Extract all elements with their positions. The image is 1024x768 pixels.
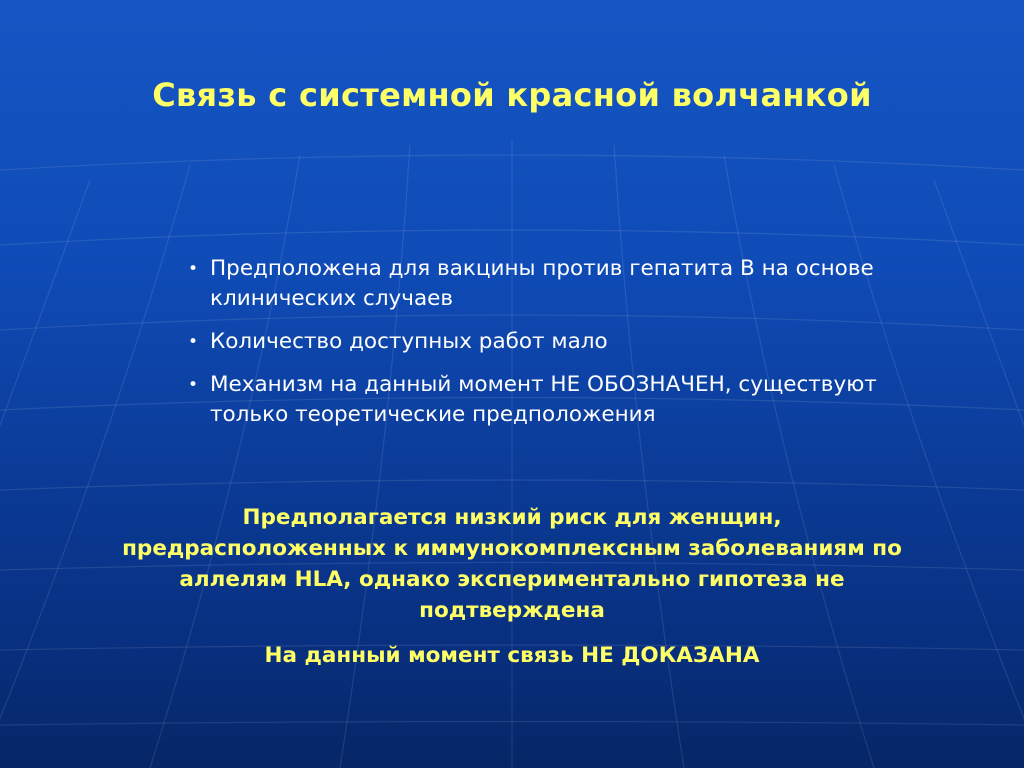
bullet-item — [188, 327, 928, 357]
bullet-item — [188, 254, 928, 314]
bullet-dot-icon: • — [188, 259, 199, 279]
bullet-item — [188, 370, 928, 430]
bullet-dot-icon: • — [188, 332, 199, 352]
bullet-text: Количество доступных работ мало — [210, 329, 608, 354]
bullet-text: Предположена для вакцины против гепатита В на основе клинических случаев — [210, 256, 874, 311]
bullet-text: Механизм на данный момент НЕ ОБОЗНАЧЕН, существуют только теоретические предположения — [210, 372, 877, 427]
slide-title: Связь с системной красной волчанкой — [152, 76, 872, 114]
final-statement: На данный момент связь НЕ ДОКАЗАНА — [264, 643, 760, 668]
bullet-dot-icon: • — [188, 375, 199, 395]
conclusion-text: Предполагается низкий риск для женщин, предрасположенных к иммунокомплексным заболеваниям по аллелям HLA, однако экспериментально гипотеза не подтверждена — [122, 505, 902, 623]
bullet-list — [188, 254, 928, 443]
